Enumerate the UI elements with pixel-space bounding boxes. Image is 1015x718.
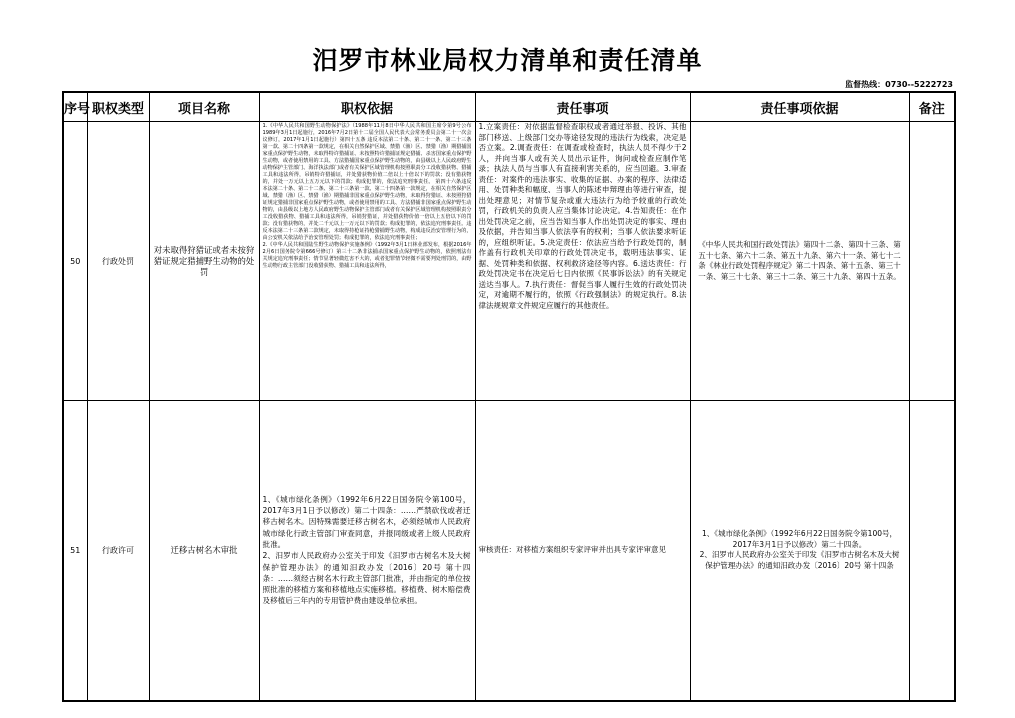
row-responsibility: 审核责任：对移植方案组织专家评审并出具专家评审意见	[478, 545, 666, 554]
row-type: 行政许可	[87, 401, 149, 701]
hotline-label: 监督热线：	[845, 80, 886, 89]
basis-clause: 1、《城市绿化条例》（1992年6月22日国务院令第100号，2017年3月1日予以修改）第二十四条：……严禁砍伐或者迁移古树名木。因特殊需要迁移古树名木，必须经城市人民政府城市绿化行政主管部门审查同意，并报同级或者上级人民政府批准。	[262, 494, 471, 549]
row-name: 迁移古树名木审批	[170, 544, 238, 555]
row-basis-cell	[259, 122, 475, 401]
row-name: 对未取得狩猎证或者未按狩猎证规定猎捕野生动物的处罚	[153, 244, 255, 277]
row-type: 行政处罚	[87, 122, 149, 401]
row-responsibility-basis: 《中华人民共和国行政处罚法》第四十二条、第四十三条、第五十七条、第六十二条、第五十九条、第六十一条、第七十二条《林业行政处罚程序规定》第二十四条、第十五条、第三十一条、第三十七条、第三十二条、第三十九条、第四十五条。	[698, 240, 901, 281]
header-type: 职权类型	[87, 92, 149, 122]
header-responsibility: 责任事项	[475, 92, 690, 122]
row-responsibility-basis	[691, 529, 909, 571]
header-basis: 职权依据	[259, 92, 475, 122]
row-responsibility-basis-cell	[690, 401, 909, 701]
header-responsibility-basis: 责任事项依据	[690, 92, 909, 122]
power-responsibility-table	[62, 91, 956, 702]
row-seq: 50	[63, 122, 87, 401]
row-remarks	[909, 401, 955, 701]
table-header-row	[63, 92, 955, 122]
basis-clause: 1.《中华人民共和国野生动物保护法》（1988年11月8日中华人民共和国主席令第9号公布 1989年3月1日起施行，2016年7月2日第十二届全国人民代表大会常务委员会第二十一次会议修订，2017年1月1日起施行）第四十五条 违反本法第二十条、第二十一条、第二十三条第一款、第二十四条第一款规定，在相关自然保护区域、禁猎（渔）区、禁猎（渔）期猎捕国家重点保护野生动物，未取得特许猎捕证、未按照特许猎捕证规定猎捕、杀害国家重点保护野生动物，或者使用禁用的工具、方法猎捕国家重点保护野生动物的，由县级以上人民政府野生动物保护主管部门、海洋执法部门或者有关保护区域管理机构按照职责分工没收猎获物、猎捕工具和违法所得，吊销特许猎捕证，并处猎获物价值二倍以上十倍以下的罚款；没有猎获物的，并处一万元以上五万元以下的罚款；构成犯罪的，依法追究刑事责任。 第四十六条违反本法第二十条、第二十二条、第二十三条第一款、第二十四条第一款规定，在相关自然保护区域、禁猎（渔）区、禁猎（渔）期猎捕非国家重点保护野生动物，未取得狩猎证、未按照狩猎证规定猎捕非国家重点保护野生动物，或者使用禁用的工具、方法猎捕非国家重点保护野生动物的，由县级以上地方人民政府野生动物保护主管部门或者有关保护区域管理机构按照职责分工没收猎获物、猎捕工具和违法所得，吊销狩猎证，并处猎获物价值一倍以上五倍以下的罚款；没有猎获物的，并处二千元以上一万元以下的罚款；构成犯罪的，依法追究刑事责任。违反本法第二十三条第二款规定，未取得持枪证持枪猎捕野生动物，构成违反治安管理行为的，由公安机关依法给予治安管理处罚；构成犯罪的，依法追究刑事责任；	[262, 123, 472, 242]
responsibility-basis-clause: 1、《城市绿化条例》（1992年6月22日国务院令第100号，2017年3月1日予以修改）第二十四条。	[702, 529, 897, 549]
responsibility-basis-clause: 2、汨罗市人民政府办公室关于印发《汨罗市古树名木及大树保护管理办法》的通知汨政办发〔2016〕20号 第十四条	[699, 550, 900, 570]
row-responsibility-cell	[475, 122, 690, 401]
row-basis	[260, 122, 475, 400]
table-row	[63, 122, 955, 401]
header-name: 项目名称	[149, 92, 259, 122]
row-basis	[260, 494, 475, 607]
row-responsibility: 1.立案责任：对依据监督检查职权或者通过举报、投诉、其他部门移送、上级部门交办等途径发现的违法行为线索，决定是否立案。2.调查责任：在调查或检查时，执法人员不得少于2人，并向当事人或有关人员出示证件，询问或检查应制作笔录；执法人员与当事人有直接利害关系的，应当回避。3.审查责任：对案件的违法事实、收集的证据、办案的程序、法律适用、处罚种类和幅度、当事人的陈述申辩理由等进行审查，提出处理意见；对情节复杂或重大违法行为给予较重的行政处罚，行政机关的负责人应当集体讨论决定。4.告知责任：在作出处罚决定之前，应当告知当事人作出处罚决定的事实、理由及依据，并告知当事人依法享有的权利；当事人依法要求听证的，应组织听证。5.决定责任：依法应当给予行政处罚的，制作盖有行政机关印章的行政处罚决定书，载明违法事实、证据、处罚种类和依据、权利救济途径等内容。6.送达责任：行政处罚决定书在决定后七日内依照《民事诉讼法》的有关规定送达当事人。7.执行责任：督促当事人履行生效的行政处罚决定，对逾期不履行的，依照《行政强制法》的规定执行。8.法律法规规章文件规定应履行的其他责任。	[478, 122, 687, 310]
header-seq: 序号	[63, 92, 87, 122]
row-remarks	[909, 122, 955, 401]
hotline-number: 0730--5222723	[885, 80, 953, 89]
supervision-hotline	[845, 80, 953, 90]
row-responsibility-cell	[475, 401, 690, 701]
row-seq: 51	[63, 401, 87, 701]
basis-clause: 2、汨罗市人民政府办公室关于印发《汨罗市古树名木及大树保护管理办法》的通知汨政办发〔2016〕20号 第十四条：……须经古树名木行政主管部门批准，并由指定的单位按照批准的移植方案和移植地点实施移植。移植费、树木赔偿费及移植后三年内的专用管护费由建设单位承担。	[262, 551, 471, 606]
table-row	[63, 401, 955, 701]
row-name-cell	[149, 122, 259, 401]
header-remarks: 备注	[909, 92, 955, 122]
page-title: 汨罗市林业局权力清单和责任清单	[312, 46, 703, 75]
row-basis-cell	[259, 401, 475, 701]
row-name-cell	[149, 401, 259, 701]
basis-clause: 2.《中华人民共和国陆生野生动物保护实施条例》（1992年3月1日林业部发布，根据2016年2月6日国务院令第666号修订）第三十二条非法捕杀国家重点保护野生动物的，依照刑法有关规定追究刑事责任；情节显著轻微危害不大的，或者犯罪情节轻微不需要判处刑罚的，由野生动物行政主管部门没收猎获物、猎捕工具和违法所得，	[262, 242, 472, 270]
row-responsibility-basis-cell	[690, 122, 909, 401]
